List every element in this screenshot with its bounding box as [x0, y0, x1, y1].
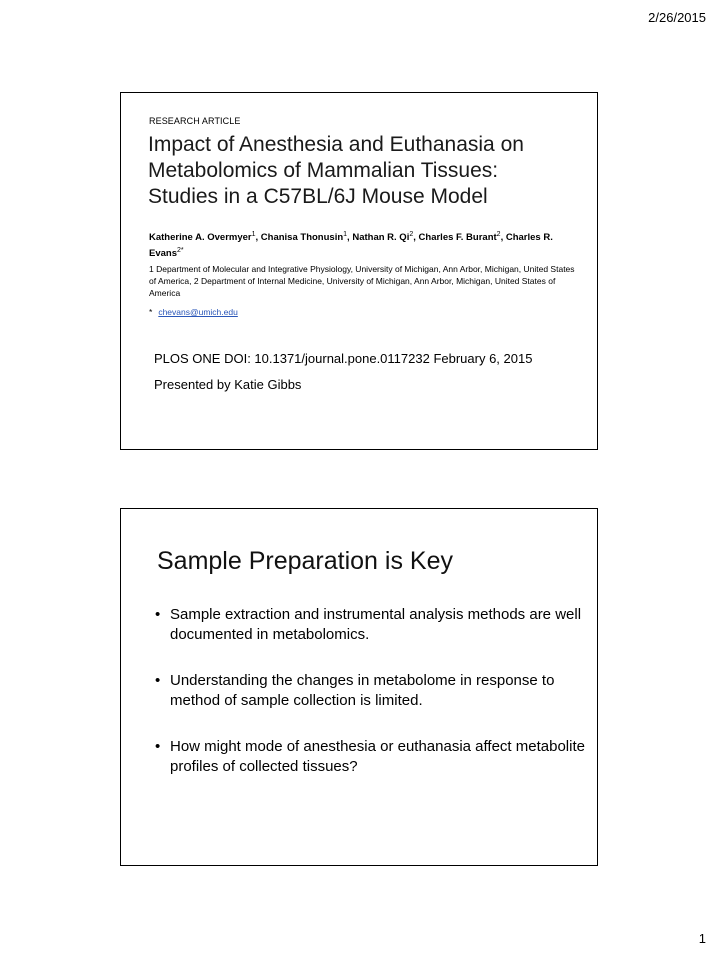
slide-title-article — [120, 92, 598, 450]
author-list: Katherine A. Overmyer$^1$, Chanisa Thonusin$^1$, Nathan R. Qi$^2$, Charles F. Burant$^2$, Charles R. Evans$^{2*}$ — [149, 231, 553, 260]
bullet-item — [155, 671, 585, 711]
bullet-text: Sample extraction and instrumental analysis methods are well documented in metabolomics. — [170, 606, 582, 643]
paper-title-line: Studies in a C57BL/6J Mouse Model — [148, 185, 488, 208]
author-affiliation-mark: 2 — [409, 231, 414, 238]
corresponding-email — [149, 307, 238, 317]
bullet-item — [155, 605, 585, 645]
article-type-label: RESEARCH ARTICLE — [149, 116, 241, 126]
corresponding-mark: * — [149, 307, 153, 317]
author-name: Katherine A. Overmyer — [149, 232, 252, 244]
citation-text: PLOS ONE DOI: 10.1371/journal.pone.0117232 February 6, 2015 — [154, 351, 533, 366]
bullet-dot-icon: • — [155, 606, 161, 623]
paper-title — [148, 132, 568, 210]
author-name: Charles R. Evans — [149, 232, 553, 260]
author-affiliation-mark: 1 — [343, 231, 348, 238]
paper-title-line: Metabolomics of Mammalian Tissues: — [148, 159, 499, 182]
slide-title: Sample Preparation is Key — [157, 547, 453, 575]
bullet-list — [155, 605, 585, 803]
author-affiliation-mark: 1 — [251, 231, 256, 238]
author-affiliation-mark: 2* — [177, 247, 184, 255]
paper-title-line: Impact of Anesthesia and Euthanasia on — [148, 133, 524, 156]
page-number: 1 — [698, 931, 706, 946]
bullet-dot-icon: • — [155, 738, 161, 755]
email-link[interactable]: chevans@umich.edu — [158, 307, 238, 317]
slide-sample-preparation — [120, 508, 598, 866]
bullet-text: How might mode of anesthesia or euthanasia affect metabolite profiles of collected tissues? — [170, 738, 585, 775]
author-affiliation-mark: 2 — [496, 231, 501, 238]
bullet-item — [155, 737, 585, 777]
bullet-text: Understanding the changes in metabolome in response to method of sample collection is limited. — [170, 672, 555, 709]
author-name: Chanisa Thonusin — [260, 232, 344, 244]
author-name: Charles F. Burant — [418, 232, 497, 244]
bullet-dot-icon: • — [155, 672, 161, 689]
affiliations: 1 Department of Molecular and Integrative Physiology, University of Michigan, Ann Arbor, Michigan, United States of America, 2 Department of Internal Medicine, University of Michigan, Ann Arbor, Michigan, United States of America — [149, 264, 575, 298]
page-date: 2/26/2015 — [648, 10, 706, 25]
presenter-text: Presented by Katie Gibbs — [154, 377, 302, 392]
author-name: Nathan R. Qi — [352, 232, 410, 244]
